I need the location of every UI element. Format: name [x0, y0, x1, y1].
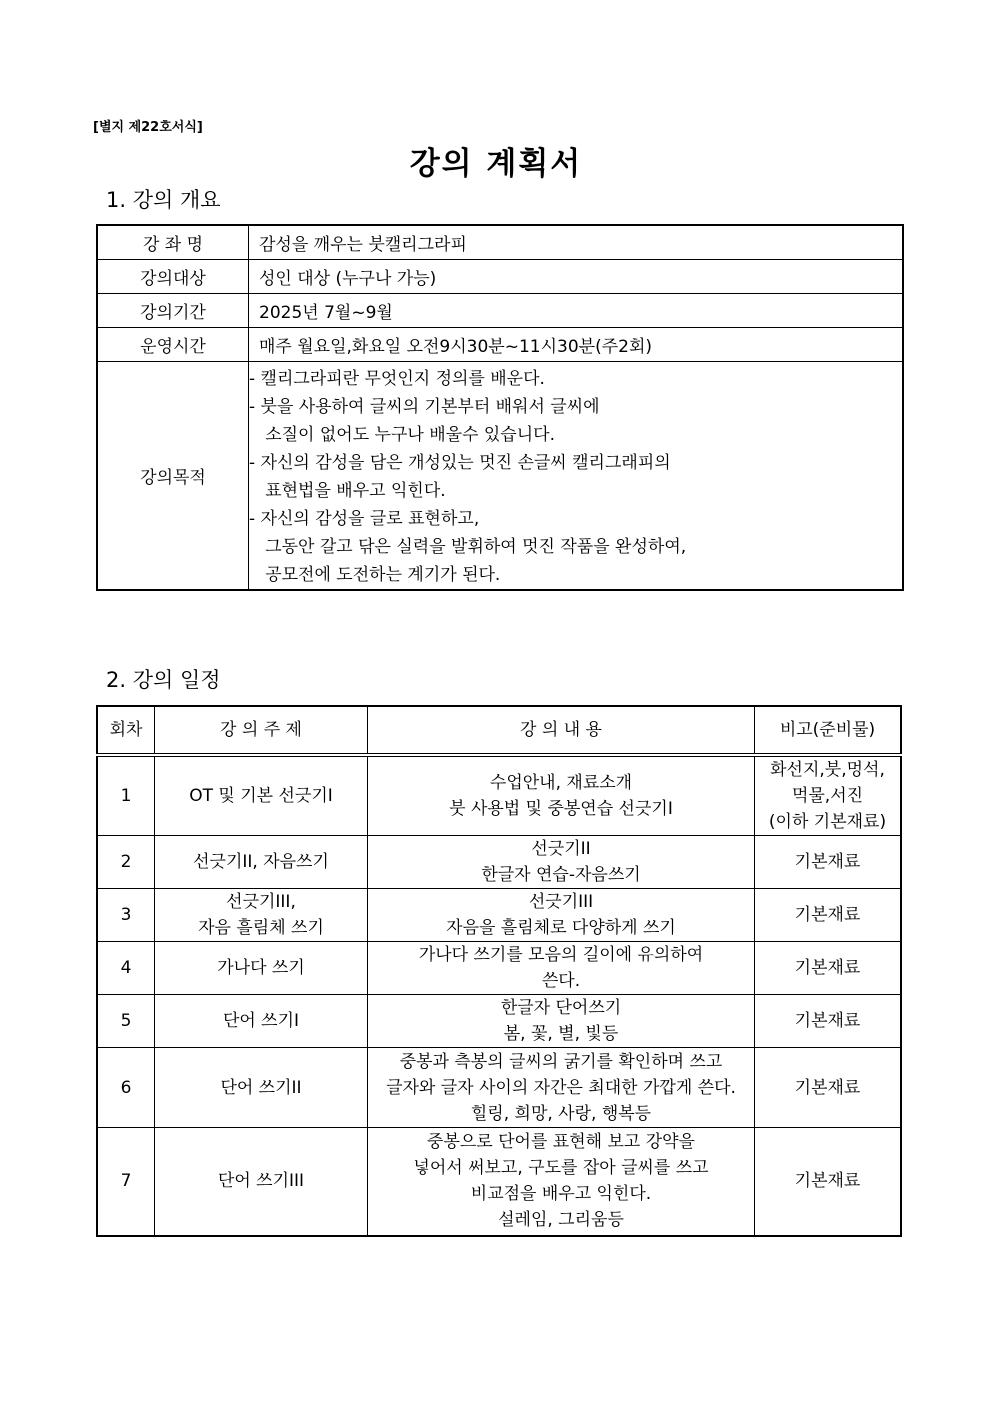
schedule-header-row	[97, 706, 901, 755]
session-content: 수업안내, 재료소개 붓 사용법 및 중봉연습 선긋기I	[368, 755, 755, 836]
goal-label: 강의목적	[97, 361, 249, 590]
overview-row	[97, 225, 903, 259]
session-no: 1	[97, 755, 155, 836]
goal-line: - 붓을 사용하여 글씨의 기본부터 배워서 글씨에	[249, 396, 600, 417]
session-topic: OT 및 기본 선긋기I	[155, 755, 368, 836]
session-topic: 선긋기III, 자음 흘림체 쓰기	[155, 889, 368, 942]
overview-row	[97, 259, 903, 293]
goal-line: - 자신의 감성을 담은 개성있는 멋진 손글씨 캘리그래피의	[249, 452, 671, 473]
section-heading-overview: 1. 강의 개요	[106, 188, 221, 212]
header-no: 회차	[97, 706, 155, 755]
overview-value: 2025년 7월~9월	[249, 293, 904, 327]
session-note: 기본재료	[755, 1128, 902, 1236]
goal-line: 소질이 없어도 누구나 배울수 있습니다.	[249, 424, 555, 445]
session-no: 2	[97, 836, 155, 889]
schedule-row	[97, 1048, 901, 1128]
session-no: 5	[97, 995, 155, 1048]
session-no: 6	[97, 1048, 155, 1128]
session-note: 화선지,붓,멍석, 먹물,서진 (이하 기본재료)	[755, 755, 902, 836]
overview-value: 성인 대상 (누구나 가능)	[249, 259, 904, 293]
goal-line: - 자신의 감성을 글로 표현하고,	[249, 508, 480, 529]
goal-cell	[249, 361, 904, 590]
session-note: 기본재료	[755, 942, 902, 995]
overview-label: 강의기간	[97, 293, 249, 327]
session-topic: 단어 쓰기I	[155, 995, 368, 1048]
goal-line: 그동안 갈고 닦은 실력을 발휘하여 멋진 작품을 완성하여,	[249, 536, 687, 557]
session-content: 중봉과 측봉의 글씨의 굵기를 확인하며 쓰고 글자와 글자 사이의 자간은 최대한 가깝게 쓴다. 힐링, 희망, 사랑, 행복등	[368, 1048, 755, 1128]
overview-value: 매주 월요일,화요일 오전9시30분~11시30분(주2회)	[249, 327, 904, 361]
session-content: 한글자 단어쓰기 봄, 꽃, 별, 빛등	[368, 995, 755, 1048]
session-topic: 단어 쓰기III	[155, 1128, 368, 1236]
goal-list	[249, 362, 902, 589]
overview-label: 강 좌 명	[97, 225, 249, 259]
goal-line: - 캘리그라피란 무엇인지 정의를 배운다.	[249, 368, 545, 389]
goal-line: 공모전에 도전하는 계기가 된다.	[249, 564, 501, 585]
session-topic: 단어 쓰기II	[155, 1048, 368, 1128]
overview-label: 강의대상	[97, 259, 249, 293]
schedule-row	[97, 942, 901, 995]
schedule-row	[97, 836, 901, 889]
session-content: 선긋기II 한글자 연습-자음쓰기	[368, 836, 755, 889]
document-title: 강의 계획서	[409, 146, 583, 182]
session-note: 기본재료	[755, 836, 902, 889]
schedule-table	[96, 705, 902, 1237]
session-topic: 가나다 쓰기	[155, 942, 368, 995]
session-no: 4	[97, 942, 155, 995]
schedule-row	[97, 1128, 901, 1236]
overview-value: 감성을 깨우는 붓캘리그라피	[249, 225, 904, 259]
overview-label: 운영시간	[97, 327, 249, 361]
overview-row-goal	[97, 361, 903, 590]
overview-row	[97, 327, 903, 361]
schedule-row	[97, 755, 901, 836]
session-content: 중봉으로 단어를 표현해 보고 강약을 넣어서 써보고, 구도를 잡아 글씨를 쓰고 비교점을 배우고 익힌다. 설레임, 그리움등	[368, 1128, 755, 1236]
overview-row	[97, 293, 903, 327]
overview-table	[96, 224, 904, 591]
header-note: 비고(준비물)	[755, 706, 902, 755]
session-note: 기본재료	[755, 1048, 902, 1128]
header-content: 강 의 내 용	[368, 706, 755, 755]
session-content: 가나다 쓰기를 모음의 길이에 유의하여 쓴다.	[368, 942, 755, 995]
session-note: 기본재료	[755, 889, 902, 942]
session-no: 3	[97, 889, 155, 942]
schedule-row	[97, 995, 901, 1048]
section-heading-schedule: 2. 강의 일정	[106, 668, 221, 692]
goal-line: 표현법을 배우고 익힌다.	[249, 480, 446, 501]
schedule-row	[97, 889, 901, 942]
session-no: 7	[97, 1128, 155, 1236]
session-note: 기본재료	[755, 995, 902, 1048]
header-topic: 강 의 주 제	[155, 706, 368, 755]
session-topic: 선긋기II, 자음쓰기	[155, 836, 368, 889]
session-content: 선긋기III 자음을 흘림체로 다양하게 쓰기	[368, 889, 755, 942]
form-number: [별지 제22호서식]	[93, 120, 203, 135]
